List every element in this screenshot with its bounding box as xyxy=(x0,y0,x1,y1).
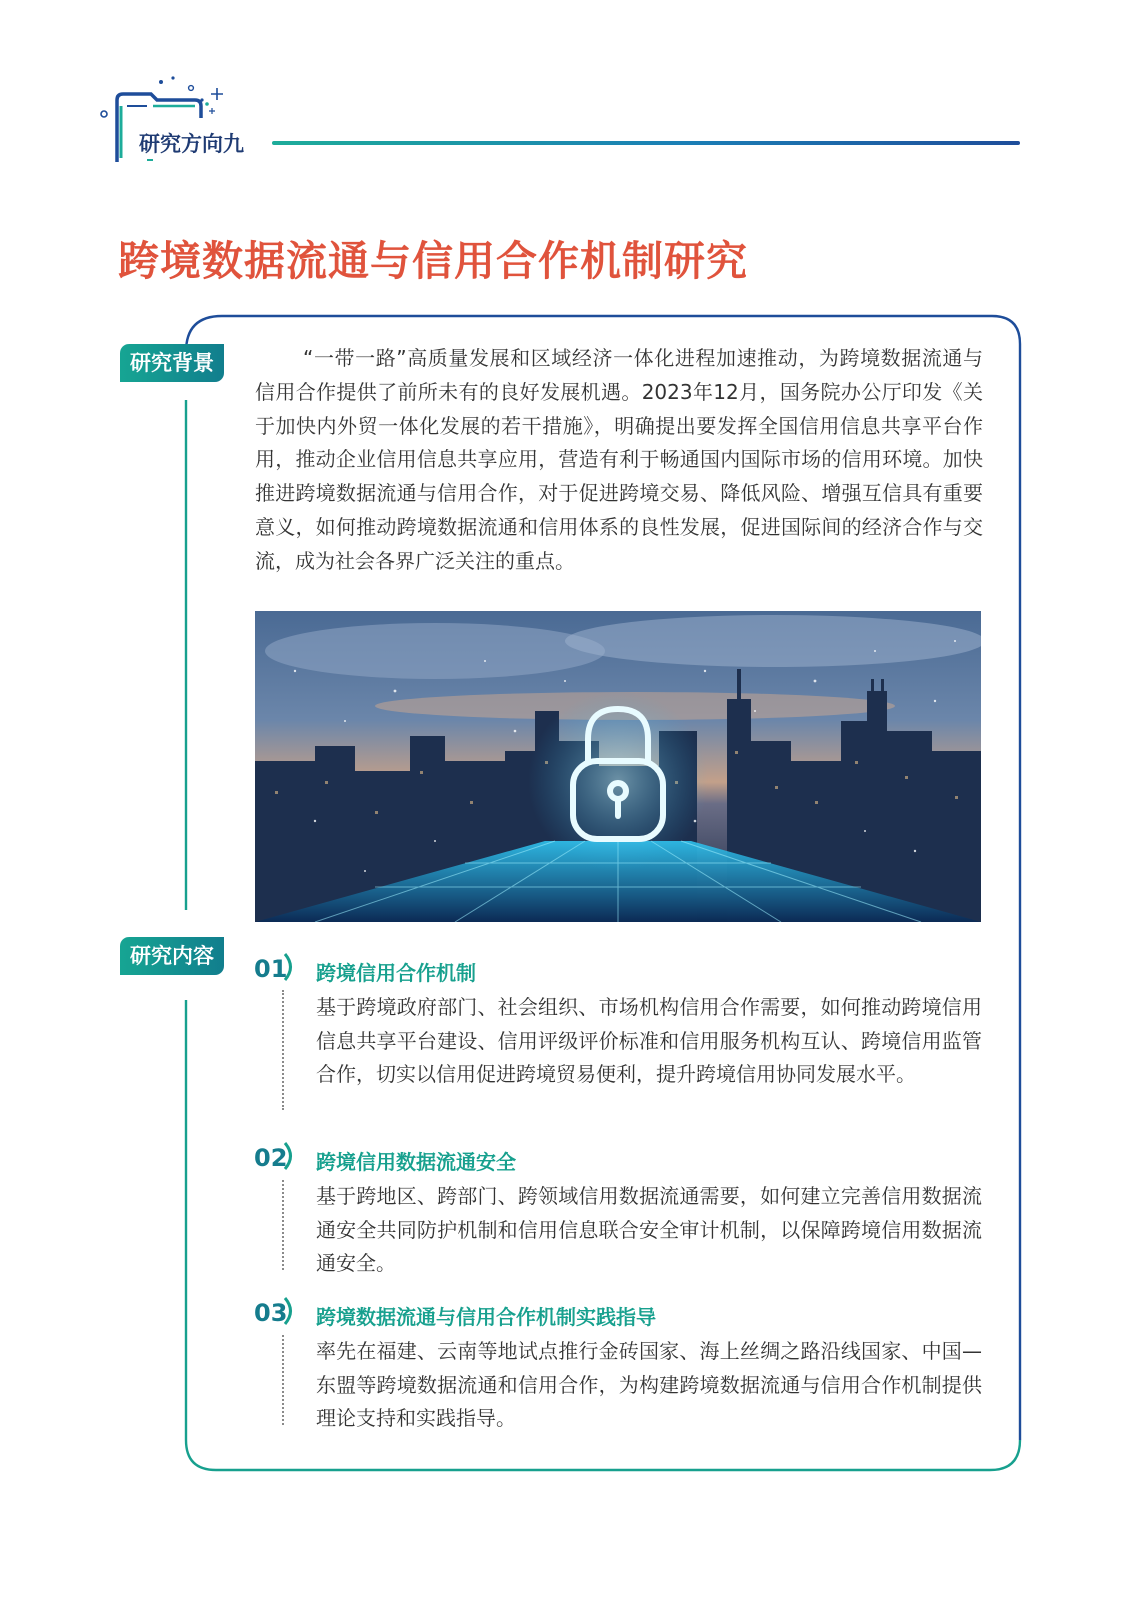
tag-background: 研究背景 xyxy=(120,344,224,382)
item-body-02: 基于跨地区、跨部门、跨领域信用数据流通需要，如何建立完善信用数据流通安全共同防护机制和信用信息联合安全审计机制，以保障跨境信用数据流通安全。 xyxy=(316,1184,982,1275)
arc-decoration xyxy=(282,952,298,982)
section-label: 研究方向九 xyxy=(139,132,244,156)
page-title: 跨境数据流通与信用合作机制研究 xyxy=(118,237,748,285)
arc-decoration xyxy=(282,1296,298,1326)
item-body-01: 基于跨境政府部门、社会组织、市场机构信用合作需要，如何推动跨境信用信息共享平台建设、信用评级评价标准和信用服务机构互认、跨境信用监管合作，切实以信用促进跨境贸易便利，提升跨境信用协同发展水平。 xyxy=(316,995,982,1086)
item-number-01: 01 xyxy=(254,955,288,983)
item-number-02: 02 xyxy=(254,1144,288,1172)
dotted-divider xyxy=(282,1335,284,1425)
item-number-03: 03 xyxy=(254,1299,288,1327)
dotted-divider xyxy=(282,990,284,1110)
security-lock-city-image xyxy=(255,611,981,922)
item-title-01: 跨境信用合作机制 xyxy=(316,961,476,985)
item-body-03: 率先在福建、云南等地试点推行金砖国家、海上丝绸之路沿线国家、中国—东盟等跨境数据流通和信用合作，为构建跨境数据流通与信用合作机制提供理论支持和实践指导。 xyxy=(316,1339,982,1430)
item-title-03: 跨境数据流通与信用合作机制实践指导 xyxy=(316,1305,656,1329)
header-rule xyxy=(272,141,1020,145)
tag-research-content: 研究内容 xyxy=(120,937,224,975)
arc-decoration xyxy=(282,1141,298,1171)
item-title-02: 跨境信用数据流通安全 xyxy=(316,1150,516,1174)
dotted-divider xyxy=(282,1180,284,1270)
background-paragraph: “一带一路”高质量发展和区域经济一体化进程加速推动，为跨境数据流通与信用合作提供了前所未有的良好发展机遇。2023年12月，国务院办公厅印发《关于加快内外贸一体化发展的若干措施》，明确提出要发挥全国信用信息共享平台作用，推动企业信用信息共享应用，营造有利于畅通国内国际市场的信用环境。加快推进跨境数据流通与信用合作，对于促进跨境交易、降低风险、增强互信具有重要意义，如何推动跨境数据流通和信用体系的良性发展，促进国际间的经济合作与交流，成为社会各界广泛关注的重点。 xyxy=(255,346,983,573)
